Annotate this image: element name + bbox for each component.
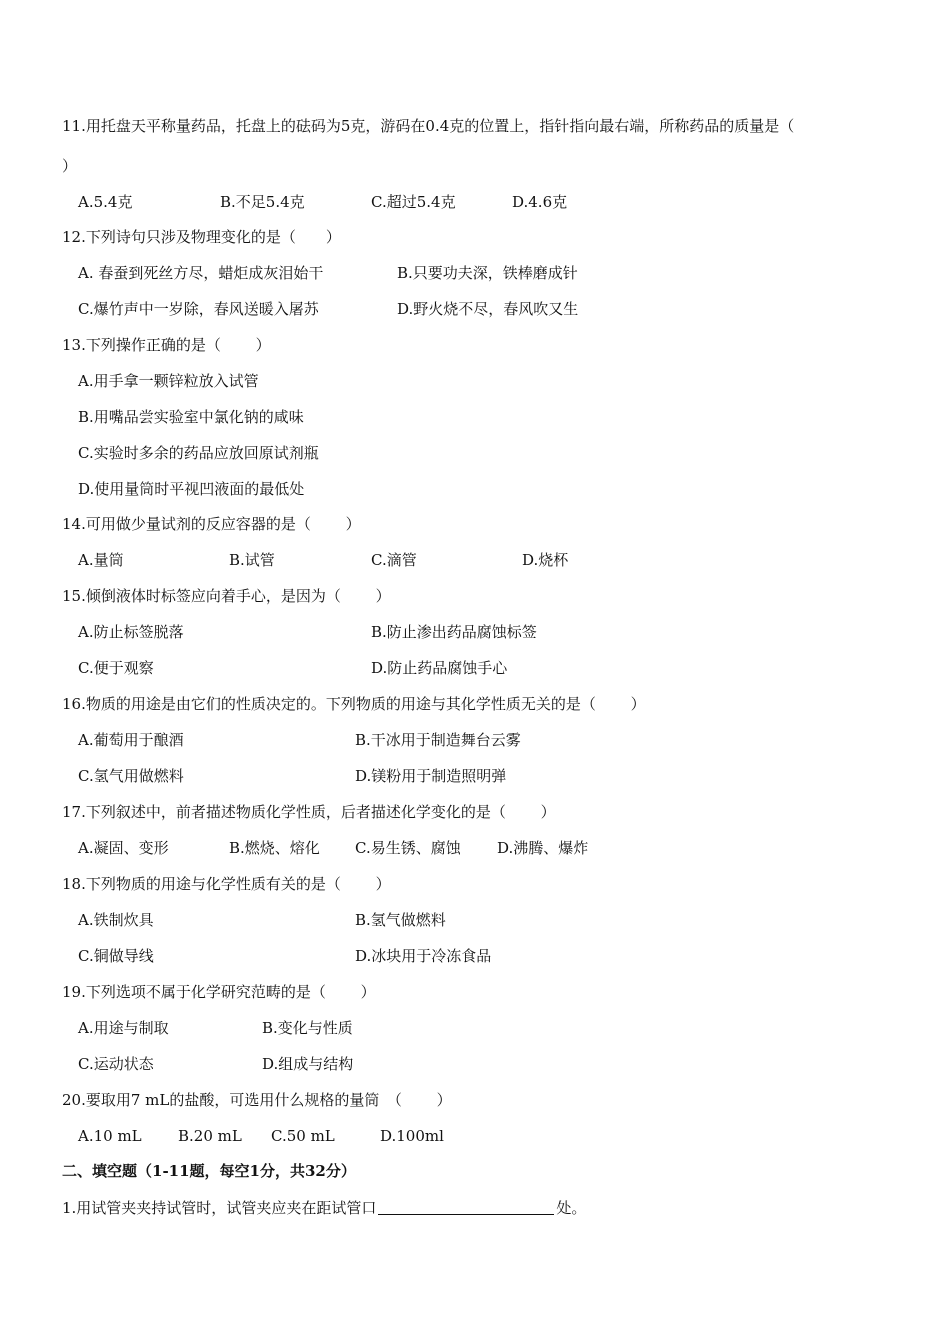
question-20-option-d: D.100ml [380,1127,444,1145]
question-18-option-b: B.氢气做燃料 [355,911,446,929]
question-17-option-a: A.凝固、变形 [78,839,169,857]
question-17-option-b: B.燃烧、熔化 [229,839,320,857]
question-16-option-c: C.氢气用做燃料 [78,767,184,785]
question-15-option-d: D.防止药品腐蚀手心 [371,659,508,677]
question-11-option-a: A.5.4克 [78,193,133,211]
question-12-stem: 12.下列诗句只涉及物理变化的是（ ） [62,228,341,246]
fill-question-1 [62,1198,586,1218]
question-16-option-b: B.干冰用于制造舞台云雾 [355,731,521,749]
question-13-stem: 13.下列操作正确的是（ ） [62,336,271,354]
question-13-option-b: B.用嘴品尝实验室中氯化钠的咸味 [78,408,304,426]
question-19-option-c: C.运动状态 [78,1055,154,1073]
question-14-option-a: A.量筒 [78,551,124,569]
question-18-stem: 18.下列物质的用途与化学性质有关的是（ ） [62,875,391,893]
question-15-option-c: C.便于观察 [78,659,154,677]
question-16-stem: 16.物质的用途是由它们的性质决定的。下列物质的用途与其化学性质无关的是（ ） [62,695,646,713]
question-11-option-c: C.超过5.4克 [371,193,456,211]
question-19-stem: 19.下列选项不属于化学研究范畴的是（ ） [62,983,376,1001]
question-19-option-b: B.变化与性质 [262,1019,353,1037]
question-14-option-b: B.试管 [229,551,275,569]
fill-question-1-blank [378,1198,554,1215]
question-20-option-c: C.50 mL [271,1127,335,1145]
question-20-stem: 20.要取用7 mL的盐酸，可选用什么规格的量筒 （ ） [62,1091,452,1109]
question-18-option-a: A.铁制炊具 [78,911,154,929]
question-15-option-a: A.防止标签脱落 [78,623,184,641]
fill-question-1-before: 1.用试管夹夹持试管时，试管夹应夹在距试管口 [62,1199,377,1217]
question-16-option-d: D.镁粉用于制造照明弹 [355,767,507,785]
question-13-option-d: D.使用量筒时平视凹液面的最低处 [78,480,305,498]
question-17-stem: 17.下列叙述中，前者描述物质化学性质，后者描述化学变化的是（ ） [62,803,556,821]
fill-question-1-after: 处。 [556,1199,587,1217]
question-20-option-b: B.20 mL [178,1127,242,1145]
question-12-option-c: C.爆竹声中一岁除，春风送暖入屠苏 [78,300,319,318]
question-12-option-b: B.只要功夫深，铁棒磨成针 [397,264,578,282]
question-19-option-a: A.用途与制取 [78,1019,169,1037]
question-15-stem: 15.倾倒液体时标签应向着手心，是因为（ ） [62,587,391,605]
question-11-stem: 11.用托盘天平称量药品，托盘上的砝码为5克，游码在0.4克的位置上，指针指向最右端，所称药品的质量是（ [62,117,795,135]
question-14-option-d: D.烧杯 [522,551,569,569]
question-11-option-b: B.不足5.4克 [220,193,305,211]
question-13-option-c: C.实验时多余的药品应放回原试剂瓶 [78,444,319,462]
question-19-option-d: D.组成与结构 [262,1055,354,1073]
question-11-option-d: D.4.6克 [512,193,568,211]
question-17-option-d: D.沸腾、爆炸 [497,839,589,857]
section-2-title: 二、填空题（1-11题，每空1分，共32分） [62,1162,356,1180]
question-15-option-b: B.防止渗出药品腐蚀标签 [371,623,537,641]
question-16-option-a: A.葡萄用于酿酒 [78,731,184,749]
question-18-option-d: D.冰块用于冷冻食品 [355,947,492,965]
question-17-option-c: C.易生锈、腐蚀 [355,839,461,857]
question-18-option-c: C.铜做导线 [78,947,154,965]
question-12-option-d: D.野火烧不尽，春风吹又生 [397,300,579,318]
question-14-option-c: C.滴管 [371,551,417,569]
question-14-stem: 14.可用做少量试剂的反应容器的是（ ） [62,515,361,533]
question-13-option-a: A.用手拿一颗锌粒放入试管 [78,372,259,390]
question-20-option-a: A.10 mL [78,1127,142,1145]
question-12-option-a: A. 春蚕到死丝方尽，蜡炬成灰泪始干 [78,264,324,282]
question-11-stem-cont: ） [62,157,78,175]
